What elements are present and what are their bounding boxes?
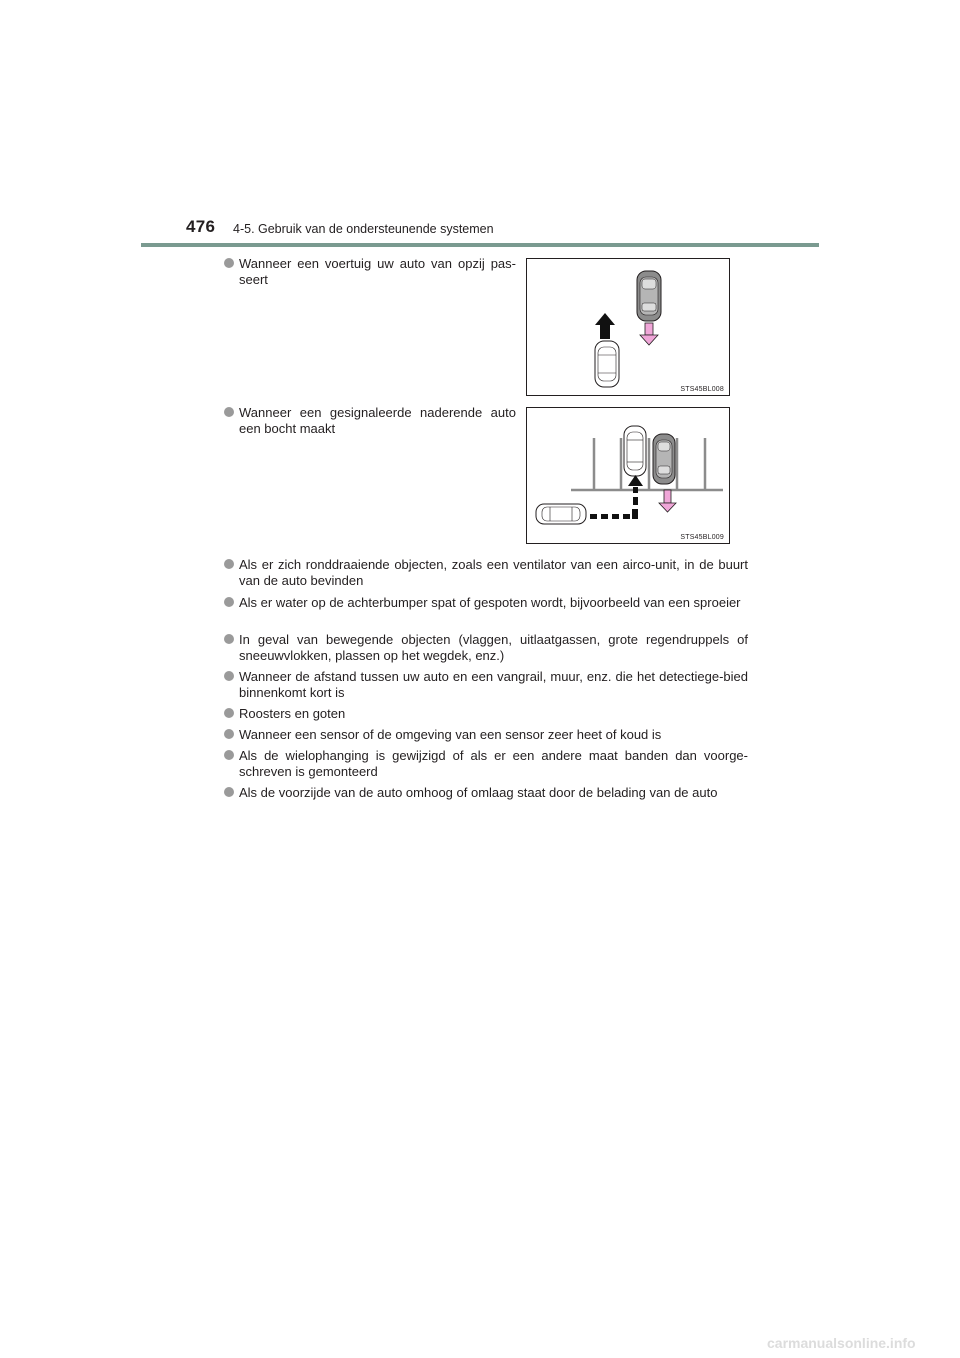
page-number: 476: [186, 217, 216, 236]
list-item-text: Als de wielophanging is gewijzigd of als er een andere maat banden dan voorge-schreven is gemonteerd: [239, 748, 748, 779]
bullet-dot-icon: [224, 559, 234, 569]
footer-watermark: carmanualsonline.info: [767, 1335, 916, 1351]
parking-lines: [571, 438, 723, 490]
bullet-dot-icon: [224, 729, 234, 739]
arrow-down-icon: [659, 490, 676, 512]
bullet-dot-icon: [224, 258, 234, 268]
figure-turning-vehicle: [526, 407, 730, 544]
list-item-text: Wanneer de afstand tussen uw auto en een vangrail, muur, enz. die het detectiege-bied binnenkomt kort is: [239, 669, 748, 700]
list-item: [224, 748, 748, 779]
list-item: [224, 632, 748, 663]
bullet-dot-icon: [224, 787, 234, 797]
list-item: [224, 595, 748, 611]
list-item: [224, 669, 748, 700]
figure-code: STS45BL009: [680, 534, 724, 541]
list-item-text: Als er zich ronddraaiende objecten, zoals een ventilator van een airco-unit, in de buurt van de auto bevinden: [239, 557, 748, 588]
list-item: [224, 405, 516, 436]
figure-illustration: [527, 408, 731, 545]
car-gray-icon: [653, 434, 675, 484]
list-item: [224, 727, 748, 743]
list-item-text: Roosters en goten: [239, 706, 346, 721]
list-item-text: In geval van bewegende objecten (vlaggen, uitlaatgassen, grote regendruppels of sneeuwvlokken, plassen op het wegdek, enz.): [239, 632, 748, 663]
list-item: [224, 706, 748, 722]
figure-code: STS45BL008: [680, 386, 724, 393]
bullet-dot-icon: [224, 407, 234, 417]
list-item: [224, 785, 748, 801]
header-rule: [141, 243, 819, 247]
list-item-text: Wanneer een sensor of de omgeving van een sensor zeer heet of koud is: [239, 727, 662, 742]
list-item: [224, 256, 516, 287]
car-white-icon: [624, 426, 646, 476]
section-title: 4-5. Gebruik van de ondersteunende systemen: [233, 222, 494, 236]
bullet-dot-icon: [224, 671, 234, 681]
car-white-icon: [595, 341, 619, 387]
bullet-dot-icon: [224, 708, 234, 718]
list-item-text: Als de voorzijde van de auto omhoog of omlaag staat door de belading van de auto: [239, 785, 718, 800]
bullet-dot-icon: [224, 634, 234, 644]
car-gray-icon: [637, 271, 661, 321]
car-white-horizontal-icon: [536, 504, 586, 524]
list-item-text: Wanneer een voertuig uw auto van opzij pas-seert: [239, 256, 516, 287]
list-item: [224, 557, 748, 588]
arrow-down-icon: [640, 323, 658, 345]
list-item-text: Als er water op de achterbumper spat of gespoten wordt, bijvoorbeeld van een sproeier: [239, 595, 741, 610]
figure-illustration: [527, 259, 731, 397]
dashed-path-icon: [590, 475, 643, 519]
figure-passing-vehicle: [526, 258, 730, 396]
bullet-dot-icon: [224, 750, 234, 760]
bullet-dot-icon: [224, 597, 234, 607]
arrow-up-icon: [595, 313, 615, 339]
list-item-text: Wanneer een gesignaleerde naderende auto een bocht maakt: [239, 405, 516, 436]
